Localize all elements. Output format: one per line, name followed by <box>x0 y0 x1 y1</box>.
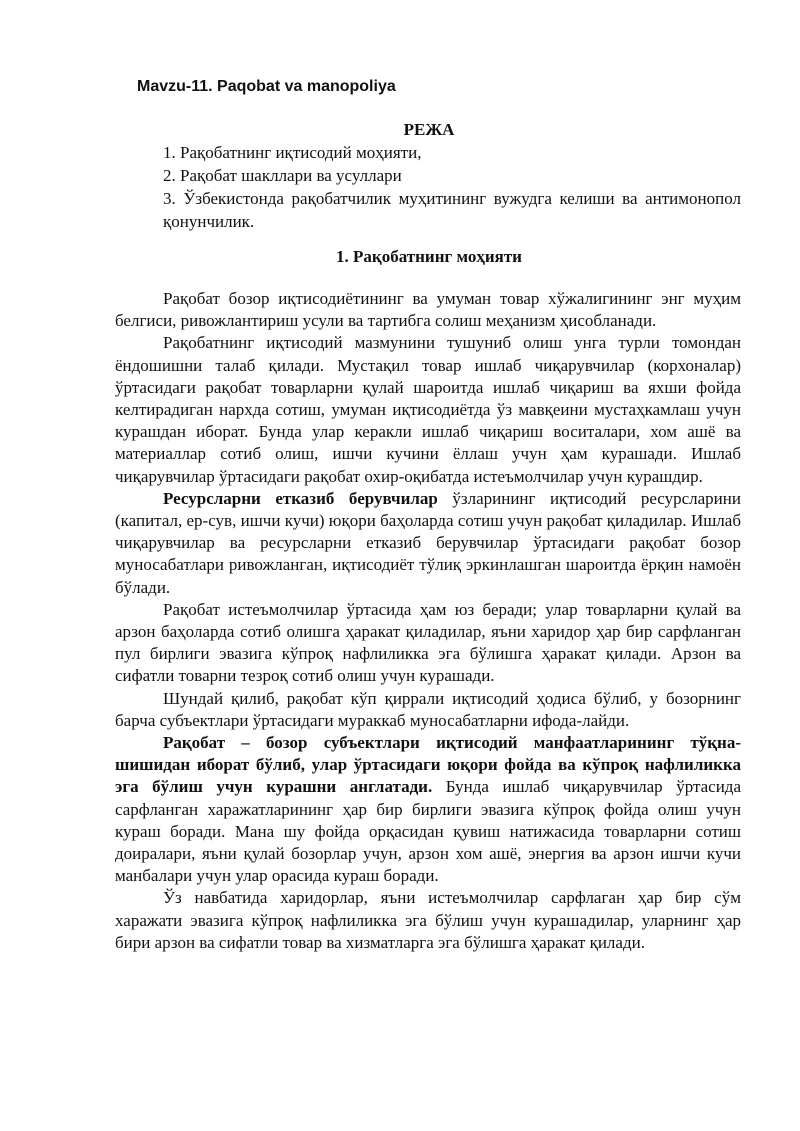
paragraph-text: Шундай қилиб, рақобат кўп қиррали иқтисодий ҳодиса бўлиб, у бозорнинг барча субъектлари ўртасидаги мураккаб муносабатларни ифода-лайди. <box>115 688 741 730</box>
paragraph-text: Ўз навбатида харидорлар, яъни истеъмолчилар сарфлаган ҳар бир сўм харажати эвазига кўпроқ нафлиликка эга бўлиш учун курашадилар, уларнинг ҳар бири арзон ва сифатли товар ва хизматларга эга бўлишга ҳаракат қилади. <box>115 888 741 952</box>
paragraph-bold-lead: Рақобат – бозор субъектлари иқтисодий манфаатларининг тўқна-шишидан иборат бўлиб, улар ўртасидаги юқори фойда ва кўпроқ нафлиликка эга бўлиш учун курашни англатади. <box>115 733 741 797</box>
plan-item: 1. Рақобатнинг иқтисодий моҳияти, <box>163 143 422 162</box>
body-text <box>115 288 741 954</box>
plan-item: 3. Ўзбекистонда рақобатчилик муҳитининг вужудга келиши ва антимонопол қонунчилик. <box>163 189 741 231</box>
section-heading: 1. Рақобатнинг моҳияти <box>336 247 522 266</box>
paragraph-text: Рақобат бозор иқтисодиётининг ва умуман товар хўжалигининг энг муҳим белгиси, ривожлантириш усули ва тартибга солиш меҳанизм ҳисобланади. <box>115 289 741 331</box>
paragraph-text: Рақобатнинг иқтисодий мазмунини тушуниб олиш унга турли томондан ёндошишни талаб қилади. Мустақил товар ишлаб чиқарувчилар (корхоналар) ўртасидаги рақобат товарларни қулай шароитда ишлаб чиқариш ва яхши фойда келтирадиган нархда сотиш, умуман иқтисодиётда ўз мавқеини мустаҳкамлаш учун курашдан иборат. Бунда улар керакли ишлаб чиқариш воситалари, хом ашё ва материаллар сотиб олиш, ишчи кучини ёллаш учун ҳам курашади. Ишлаб чиқарувчилар ўртасидаги рақобат охир-оқибатда истеъмолчилар учун курашдир. <box>115 333 741 486</box>
paragraph <box>115 688 741 732</box>
plan-item: 2. Рақобат шакллари ва усуллари <box>163 166 402 185</box>
paragraph <box>115 288 741 332</box>
plan-heading: РЕЖА <box>403 120 455 139</box>
paragraph <box>115 887 741 954</box>
paragraph-text: ўзларининг иқтисодий ресурсларини (капитал, ер-сув, ишчи кучи) юқори баҳоларда сотиш учун рақобат қиладилар. Ишлаб чиқарувчилар ва ресурсларни етказиб берувчилар ўртасидаги рақобат бозор муносабатлари ривожланган, иқтисодиёт тўлиқ эркинлашган шароитда ёрқин намоён бўлади. <box>115 488 741 597</box>
paragraph <box>115 732 741 887</box>
paragraph-bold-lead: Ресурсларни етказиб берувчилар <box>163 488 438 508</box>
paragraph <box>115 488 741 599</box>
plan-list <box>163 141 741 233</box>
document-title: Mavzu-11. Paqobat va manopoliya <box>137 78 396 95</box>
paragraph <box>115 599 741 688</box>
paragraph-text: Бунда ишлаб чиқарувчилар ўртасида сарфланган харажатларининг ҳар бир бирлиги эвазига кўпроқ фойда олиш учун кураш боради. Мана шу фойда орқасидан қувиш натижасида товарларни сотиш доиралари, яъни қулай бозорлар учун, арзон хом ашё, энергия ва арзон ишчи кучи манбалари учун улар орасида кураш боради. <box>115 777 741 886</box>
paragraph <box>115 332 741 487</box>
paragraph-text: Рақобат истеъмолчилар ўртасида ҳам юз беради; улар товарларни қулай ва арзон баҳоларда сотиб олишга ҳаракат қиладилар, яъни харидор ҳар бир сарфланган пул бирлиги эвазига кўпроқ нафлиликка эга бўлишга ҳаракат қилади. Арзон ва сифатли товарни тезроқ сотиб олиш учун курашади. <box>115 599 741 686</box>
